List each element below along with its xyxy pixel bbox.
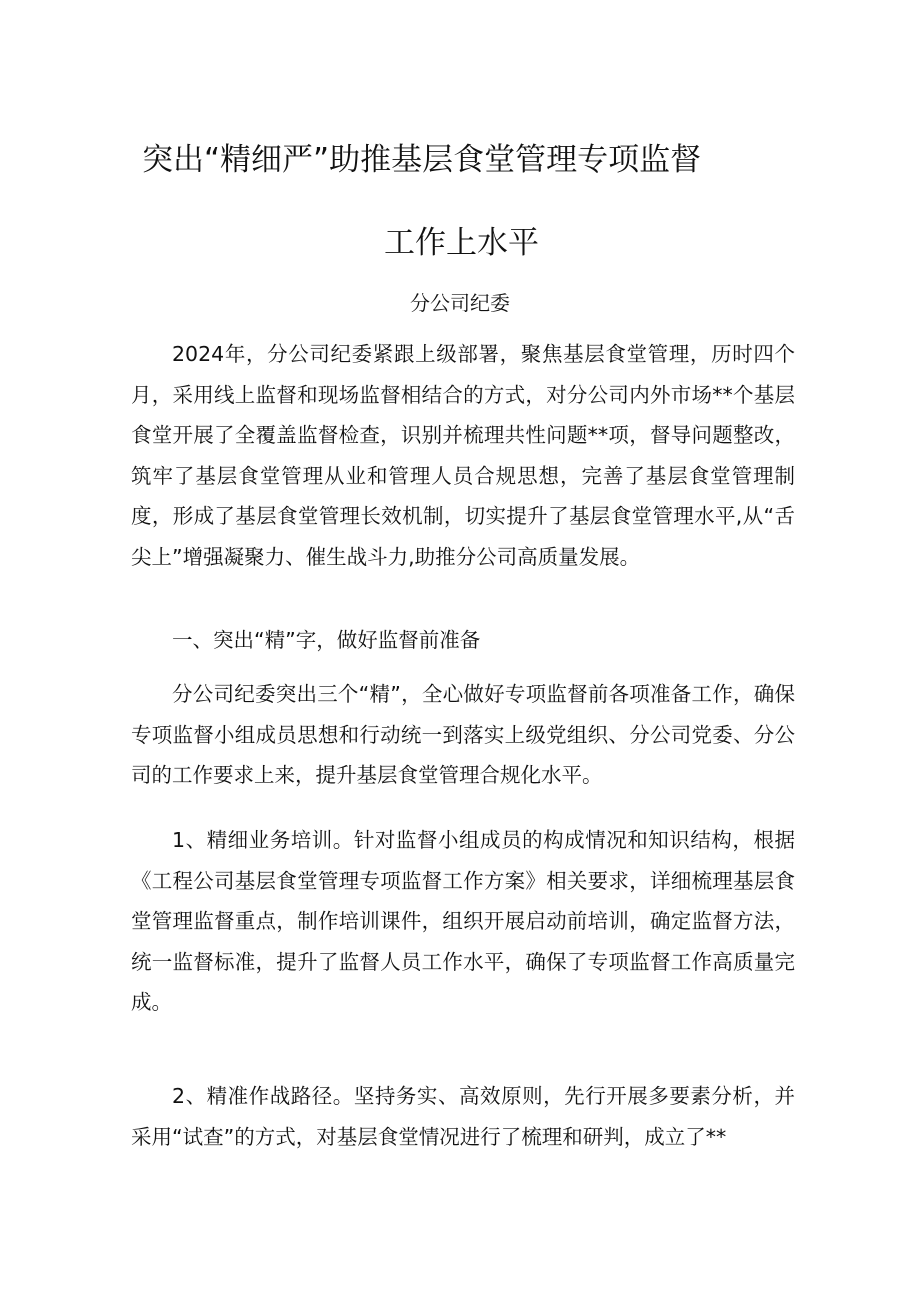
document-title-line-1: 突出“精细严”助推基层食堂管理专项监督 — [142, 142, 702, 178]
paragraph-item-1: 1、精细业务培训。针对监督小组成员的构成情况和知识结构，根据《工程公司基层食堂管理专项监督工作方案》相关要求，详细梳理基层食堂管理监督重点，制作培训课件，组织开展启动前培训，确定监督方法，统一监督标准，提升了监督人员工作水平，确保了专项监督工作高质量完成。 — [131, 828, 795, 1014]
paragraph-item-2: 2、精准作战路径。坚持务实、高效原则，先行开展多要素分析，并采用“试查”的方式，对基层食堂情况进行了梳理和研判，成立了** — [131, 1084, 795, 1149]
document-author: 分公司纪委 — [410, 291, 510, 315]
document-title-line-2: 工作上水平 — [384, 225, 539, 261]
paragraph-section-1: 分公司纪委突出三个“精”，全心做好专项监督前各项准备工作，确保专项监督小组成员思想和行动统一到落实上级党组织、分公司党委、分公司的工作要求上来，提升基层食堂管理合规化水平。 — [131, 682, 795, 787]
section-heading-1: 一、突出“精”字，做好监督前准备 — [172, 628, 481, 652]
paragraph-intro: 2024年，分公司纪委紧跟上级部署，聚焦基层食堂管理，历时四个月，采用线上监督和现场监督相结合的方式，对分公司内外市场**个基层食堂开展了全覆盖监督检查，识别并梳理共性问题**项，督导问题整改，筑牢了基层食堂管理从业和管理人员合规思想，完善了基层食堂管理制度，形成了基层食堂管理长效机制，切实提升了基层食堂管理水平,从“舌尖上”增强凝聚力、催生战斗力,助推分公司高质量发展。 — [131, 342, 795, 569]
